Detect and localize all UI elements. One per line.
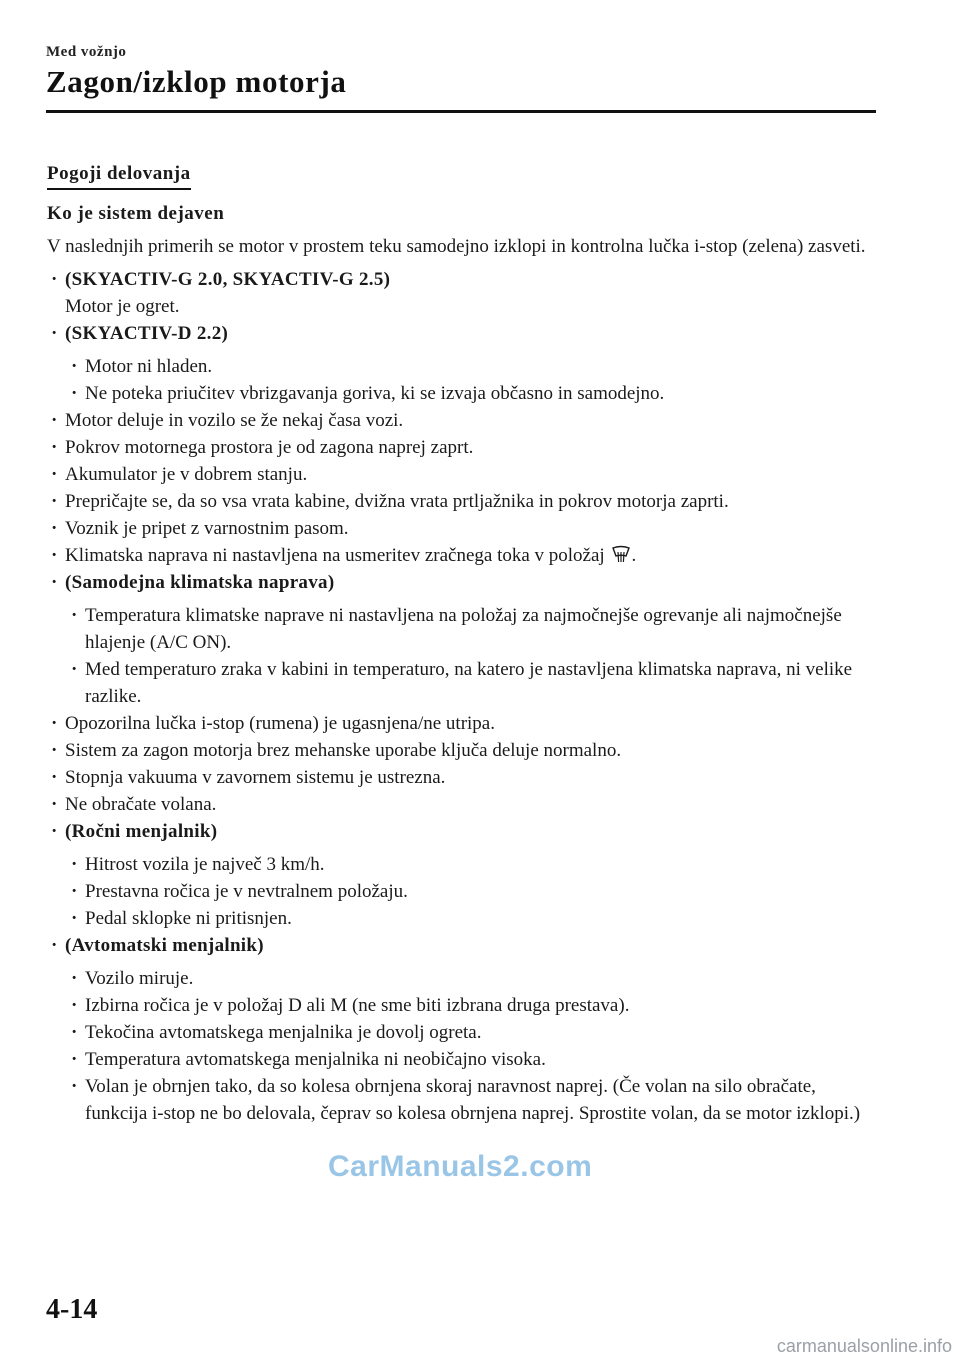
list-item: · Ne obračate volana. — [47, 791, 877, 818]
watermark-center: CarManuals2.com — [328, 1150, 593, 1183]
list-item — [47, 542, 877, 569]
list-item: · Stopnja vakuuma v zavornem sistemu je ustrezna. — [47, 764, 877, 791]
list-item: · Akumulator je v dobrem stanju. — [47, 461, 877, 488]
list-item: · Temperatura klimatske naprave ni nastavljena na položaj za najmočnejše ogrevanje ali najmočnejše hlajenje (A/C ON). — [67, 602, 877, 656]
manual-sublist — [65, 851, 877, 932]
list-item: · Vozilo miruje. — [67, 965, 877, 992]
section-title: Pogoji delovanja — [47, 160, 191, 190]
list-item — [47, 569, 877, 710]
list-item: · Temperatura avtomatskega menjalnika ni neobičajno visoka. — [67, 1046, 877, 1073]
list-item: · Prestavna ročica je v nevtralnem položaju. — [67, 878, 877, 905]
manual-heading: (Ročni menjalnik) — [65, 821, 218, 842]
list-item: · Pedal sklopke ni pritisnjen. — [67, 905, 877, 932]
list-item: · Prepričajte se, da so vsa vrata kabine, dvižna vrata prtljažnika in pokrov motorja zaprti. — [47, 488, 877, 515]
windshield-defrost-icon — [611, 545, 631, 563]
list-item — [47, 320, 877, 407]
climate-text-end: . — [631, 545, 637, 566]
list-item: · Pokrov motornega prostora je od zagona naprej zaprt. — [47, 434, 877, 461]
list-item: · Voznik je pripet z varnostnim pasom. — [47, 515, 877, 542]
list-item: · Sistem za zagon motorja brez mehanske uporabe ključa deluje normalno. — [47, 737, 877, 764]
main-content — [47, 160, 877, 1127]
list-item: · Opozorilna lučka i-stop (rumena) je ugasnjena/ne utripa. — [47, 710, 877, 737]
chapter-label: Med vožnjo — [46, 44, 127, 60]
list-item: · Volan je obrnjen tako, da so kolesa obrnjena skoraj naravnost naprej. (Če volan na silo obračate, funkcija i-stop ne bo delovala, čeprav so kolesa obrnjena naprej. Sprostite volan, da se motor izklopi.) — [67, 1073, 877, 1127]
list-item: · Med temperaturo zraka v kabini in temperaturo, na katero je nastavljena klimatska naprava, ni velike razlike. — [67, 656, 877, 710]
page-number: 4-14 — [46, 1294, 98, 1325]
auto-heading: (Avtomatski menjalnik) — [65, 935, 264, 956]
skyactiv-d-sublist — [65, 353, 877, 407]
list-item: · Motor deluje in vozilo se že nekaj časa vozi. — [47, 407, 877, 434]
auto-ac-sublist — [65, 602, 877, 710]
list-item — [47, 266, 877, 320]
skyactiv-g-note: Motor je ogret. — [65, 296, 180, 317]
skyactiv-g-heading: (SKYACTIV-G 2.0, SKYACTIV-G 2.5) — [65, 269, 391, 290]
list-item — [47, 818, 877, 932]
auto-ac-heading: (Samodejna klimatska naprava) — [65, 572, 335, 593]
watermark-corner: carmanualsonline.info — [776, 1336, 952, 1356]
header-divider — [46, 110, 876, 113]
list-item: · Ne poteka priučitev vbrizgavanja goriva, ki se izvaja občasno in samodejno. — [67, 380, 877, 407]
intro-paragraph: V naslednjih primerih se motor v prostem teku samodejno izklopi in kontrolna lučka i-stop (zelena) zasveti. — [47, 236, 866, 257]
page-title: Zagon/izklop motorja — [46, 64, 347, 99]
list-item — [47, 932, 877, 1127]
climate-text: Klimatska naprava ni nastavljena na usmeritev zračnega toka v položaj — [65, 545, 605, 566]
conditions-list — [47, 266, 877, 1127]
auto-sublist — [65, 965, 877, 1127]
skyactiv-d-heading: (SKYACTIV-D 2.2) — [65, 323, 229, 344]
list-item: · Motor ni hladen. — [67, 353, 877, 380]
list-item: · Izbirna ročica je v položaj D ali M (ne sme biti izbrana druga prestava). — [67, 992, 877, 1019]
subsection-title: Ko je sistem dejaven — [47, 203, 225, 224]
list-item: · Tekočina avtomatskega menjalnika je dovolj ogreta. — [67, 1019, 877, 1046]
list-item: · Hitrost vozila je največ 3 km/h. — [67, 851, 877, 878]
